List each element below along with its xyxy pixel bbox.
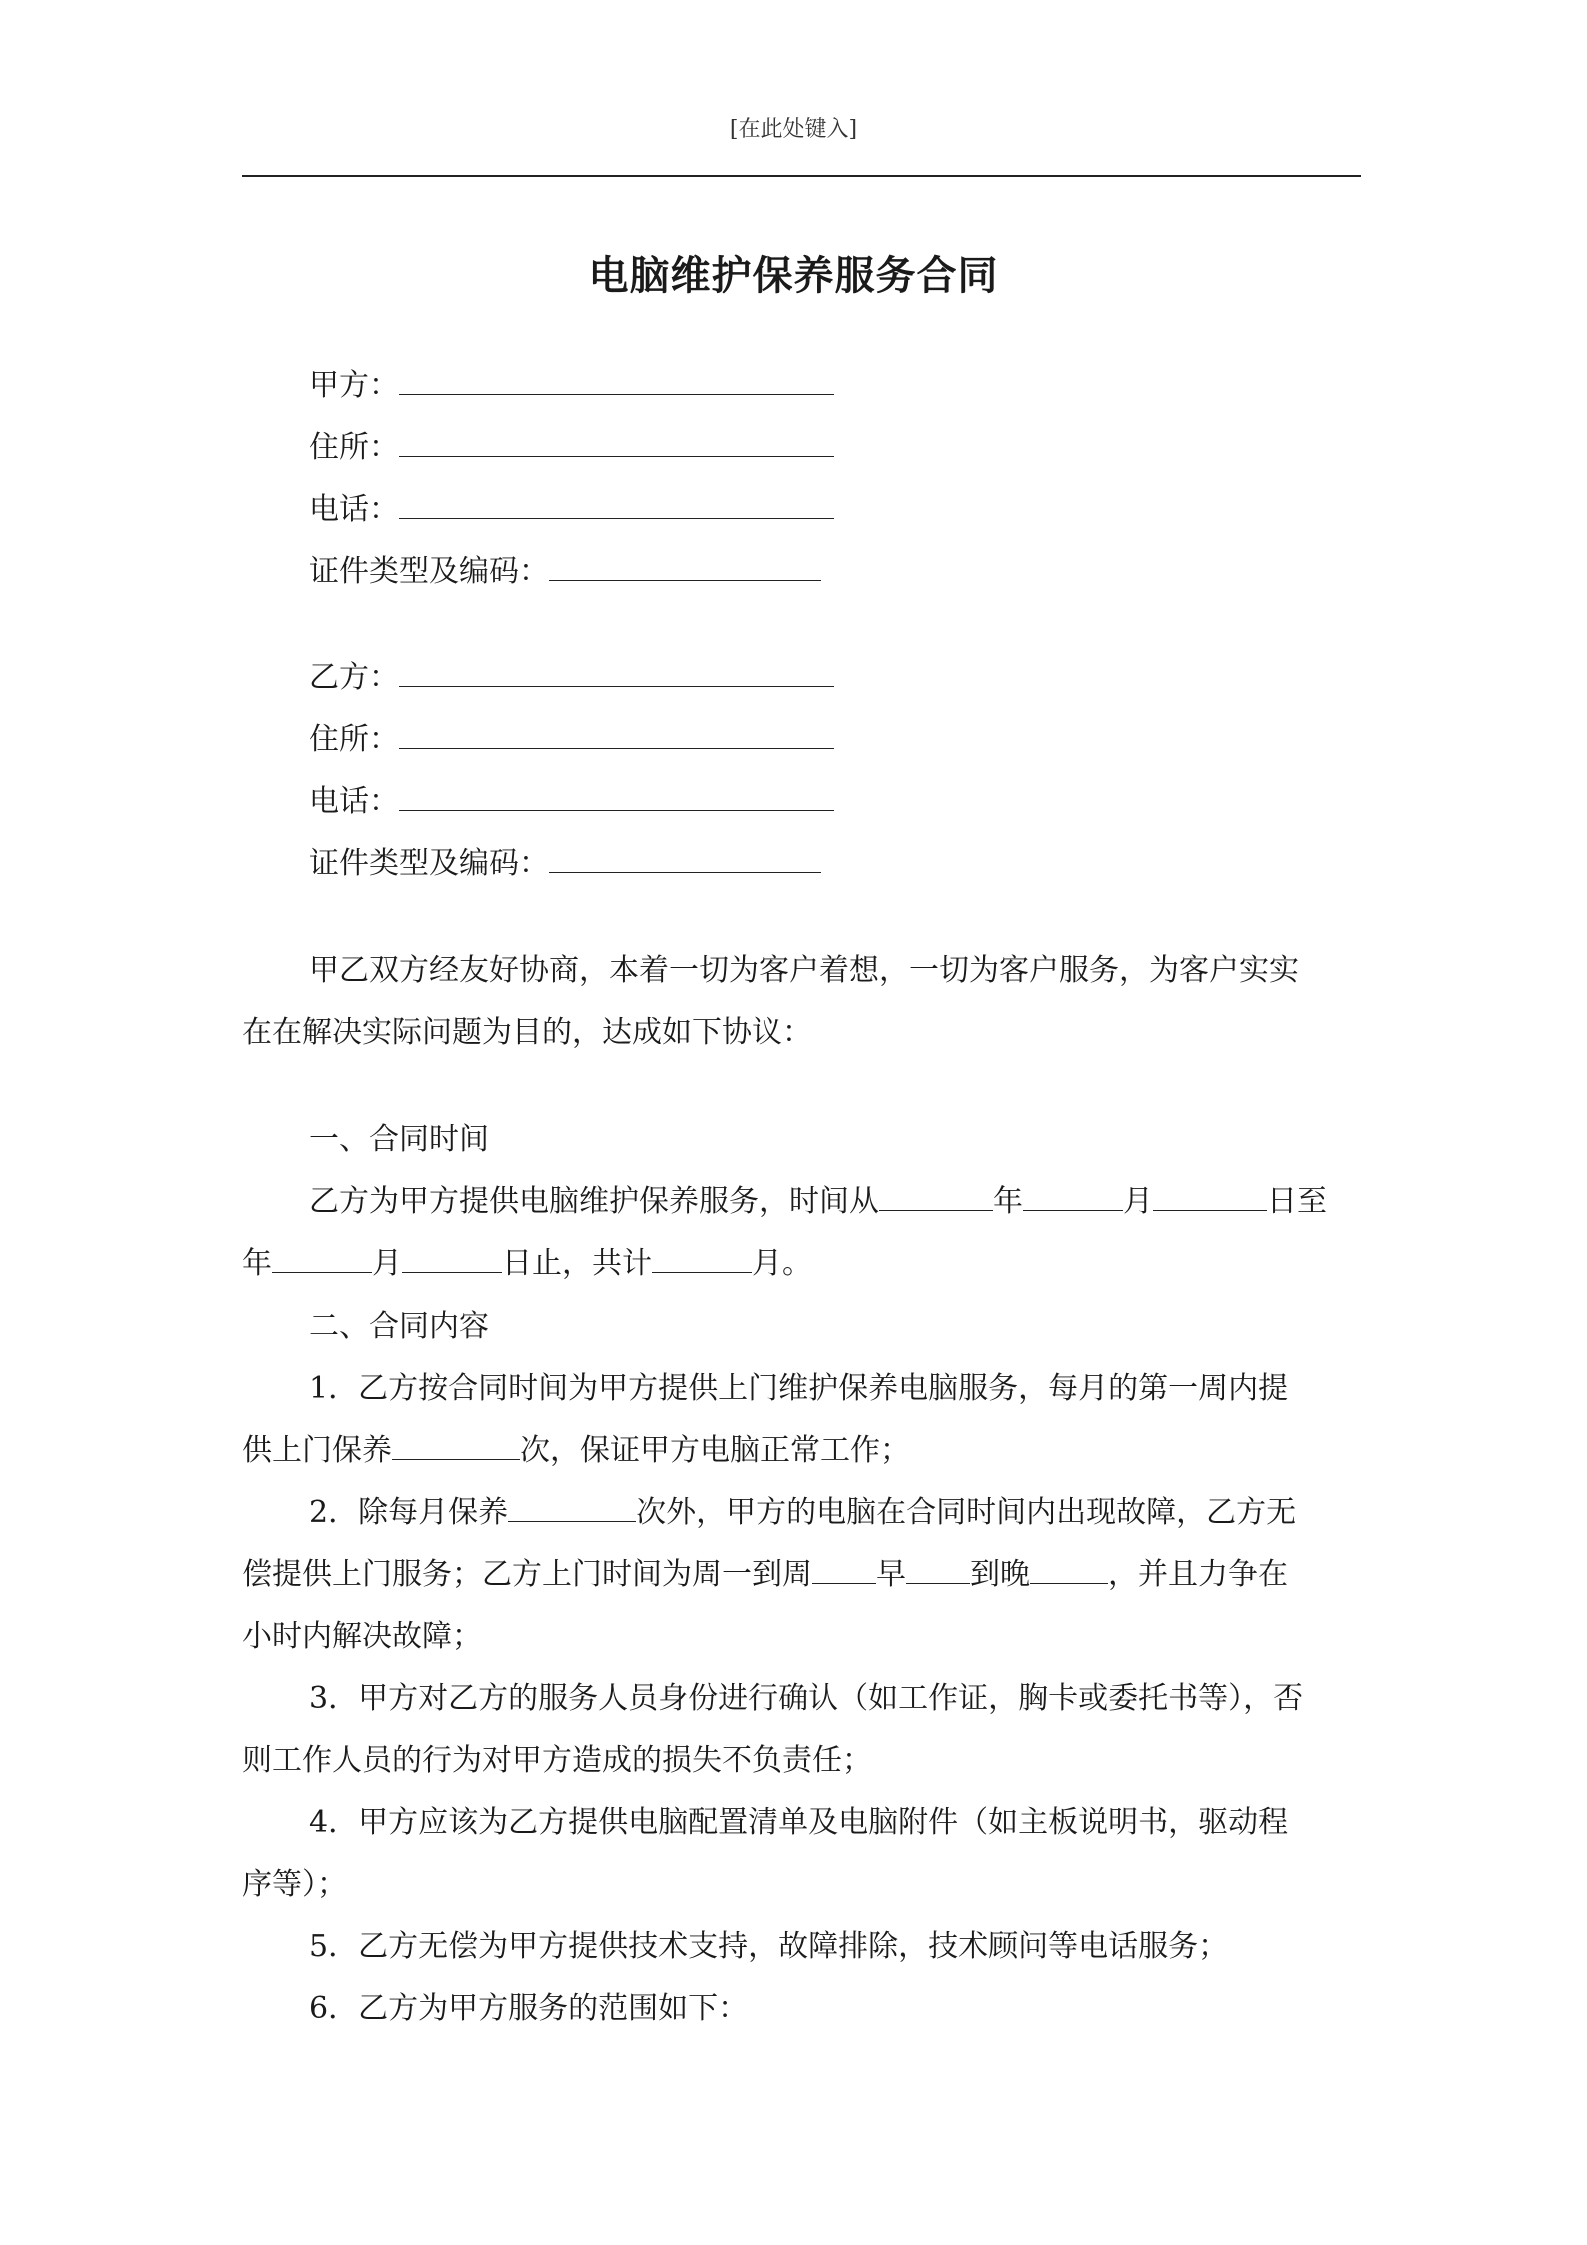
item-2-text-d: 早 [876, 1557, 906, 1592]
item-2-text-b: 次外，甲方的电脑在合同时间内出现故障，乙方无 [636, 1495, 1297, 1530]
document-title: 电脑维护保养服务合同 [588, 252, 999, 299]
item-3-line-2: 则工作人员的行为对甲方造成的损失不负责任； [242, 1743, 872, 1778]
section-1 [242, 1109, 1361, 1295]
total-months-blank[interactable] [652, 1236, 752, 1273]
s1-l2-text-a: 年 [242, 1246, 272, 1281]
item-4-line-1: 4．甲方应该为乙方提供电脑配置清单及电脑附件（如主板说明书，驱动程 [309, 1805, 1289, 1840]
party-a-id-blank[interactable] [549, 544, 821, 581]
section-2 [242, 1296, 1361, 2040]
item-2-line-3: 小时内解决故障； [242, 1619, 482, 1654]
party-a-block [309, 355, 834, 603]
s1-l2-text-c: 日止，共计 [502, 1246, 652, 1281]
s1-l2-text-d: 月。 [752, 1246, 812, 1281]
party-a-name-label: 甲方： [309, 368, 399, 403]
item-2-text-f: ，并且力争在 [1108, 1557, 1288, 1592]
party-b-name-label: 乙方： [309, 660, 399, 695]
item-5-line-1: 5．乙方无偿为甲方提供技术支持，故障排除，技术顾问等电话服务； [309, 1929, 1229, 1964]
party-b-block [309, 647, 834, 895]
section-1-line-1 [242, 1171, 1361, 1233]
page-header: [在此处键入] [729, 117, 858, 142]
party-a-id-label: 证件类型及编码： [309, 554, 549, 589]
party-b-phone-label: 电话： [309, 784, 399, 819]
party-b-phone-row [309, 771, 834, 833]
party-a-name-row [309, 355, 834, 417]
party-a-id-row [309, 541, 834, 603]
section-2-heading: 二、合同内容 [309, 1309, 489, 1344]
party-a-phone-blank[interactable] [399, 482, 834, 519]
intro-line-2: 在在解决实际问题为目的，达成如下协议： [242, 1015, 812, 1050]
party-b-id-row [309, 833, 834, 895]
s1-l2-text-b: 月 [372, 1246, 402, 1281]
s1-l1-text-d: 日至 [1267, 1184, 1327, 1219]
morning-hour-blank[interactable] [906, 1547, 970, 1584]
section-1-line-2 [242, 1233, 1361, 1295]
party-b-id-blank[interactable] [549, 836, 821, 873]
party-b-address-row [309, 709, 834, 771]
party-a-phone-row [309, 479, 834, 541]
monthly-maintenance-blank[interactable] [508, 1485, 636, 1522]
item-6-line-1: 6．乙方为甲方服务的范围如下： [309, 1991, 749, 2026]
item-2-text-a: 2．除每月保养 [309, 1495, 509, 1530]
party-b-name-blank[interactable] [399, 650, 834, 687]
party-a-address-blank[interactable] [399, 420, 834, 457]
party-b-address-label: 住所： [309, 722, 399, 757]
item-1-text-b: 次，保证甲方电脑正常工作； [520, 1433, 910, 1468]
item-2-line-2 [242, 1544, 1361, 1606]
item-1-line-1: 1．乙方按合同时间为甲方提供上门维护保养电脑服务，每月的第一周内提 [309, 1371, 1289, 1406]
item-2-line-1 [242, 1482, 1361, 1544]
party-a-phone-label: 电话： [309, 492, 399, 527]
section-1-heading: 一、合同时间 [309, 1122, 489, 1157]
weekday-blank[interactable] [812, 1547, 876, 1584]
header-rule [242, 175, 1361, 177]
party-b-phone-blank[interactable] [399, 774, 834, 811]
item-2-text-e: 到晚 [970, 1557, 1030, 1592]
party-a-name-blank[interactable] [399, 358, 834, 395]
s1-l1-text-b: 年 [993, 1184, 1023, 1219]
party-b-id-label: 证件类型及编码： [309, 846, 549, 881]
start-month-blank[interactable] [1023, 1174, 1123, 1211]
party-a-address-row [309, 417, 834, 479]
intro-line-1: 甲乙双方经友好协商，本着一切为客户着想，一切为客户服务，为客户实实 [309, 953, 1299, 988]
start-day-blank[interactable] [1153, 1174, 1267, 1211]
intro-paragraph [242, 940, 1361, 1064]
party-b-address-blank[interactable] [399, 712, 834, 749]
item-4-line-2: 序等）； [242, 1867, 347, 1902]
end-year-blank[interactable] [272, 1236, 372, 1273]
start-year-blank[interactable] [879, 1174, 993, 1211]
s1-l1-text-c: 月 [1123, 1184, 1153, 1219]
item-3-line-1: 3．甲方对乙方的服务人员身份进行确认（如工作证，胸卡或委托书等），否 [309, 1681, 1304, 1716]
evening-hour-blank[interactable] [1030, 1547, 1108, 1584]
party-b-name-row [309, 647, 834, 709]
item-1-text-a: 供上门保养 [242, 1433, 392, 1468]
end-month-blank[interactable] [402, 1236, 502, 1273]
item-2-text-c: 偿提供上门服务；乙方上门时间为周一到周 [242, 1557, 812, 1592]
s1-l1-text-a: 乙方为甲方提供电脑维护保养服务，时间从 [309, 1184, 879, 1219]
party-a-address-label: 住所： [309, 430, 399, 465]
maintenance-count-blank[interactable] [392, 1423, 520, 1460]
item-1-line-2 [242, 1420, 1361, 1482]
